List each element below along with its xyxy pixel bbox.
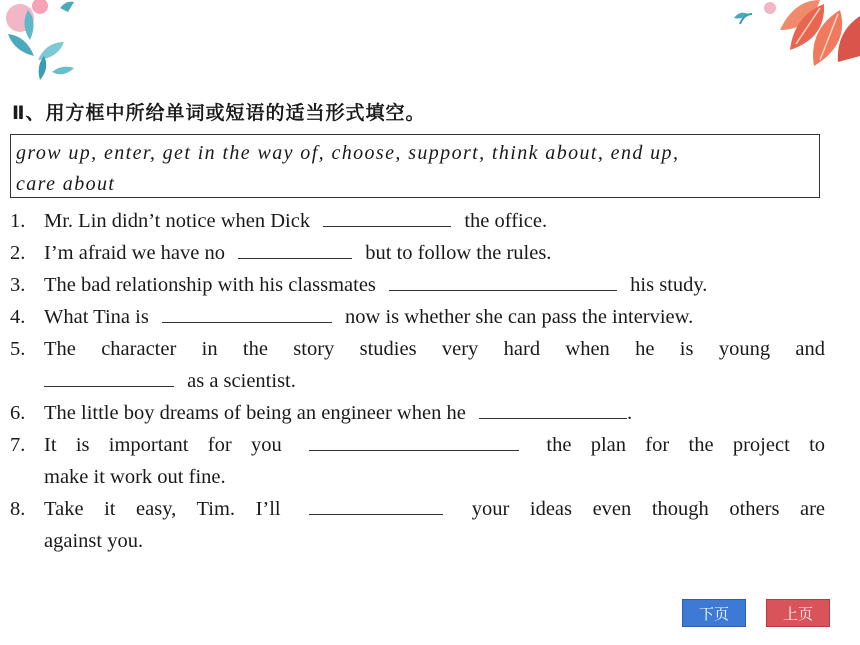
question-4 (10, 301, 825, 333)
question-text-line-2: against you. (44, 530, 144, 552)
question-text-before: Mr. Lin didn’t notice when Dick (44, 210, 311, 232)
question-3 (10, 269, 825, 301)
question-text-line-2: make it work out fine. (44, 466, 226, 488)
section-heading: Ⅱ、用方框中所给单词或短语的适当形式填空。 (12, 102, 426, 124)
question-text-after: as a scientist. (187, 370, 296, 392)
question-text-after: his study. (630, 274, 708, 296)
question-number: 4. (10, 306, 26, 328)
question-7 (10, 429, 825, 461)
question-number: 8. (10, 498, 26, 520)
answer-blank[interactable] (162, 304, 332, 323)
question-text-before: What Tina is (44, 306, 149, 328)
question-text-before: Take it easy, Tim. I’ll (44, 498, 281, 520)
question-7-continuation (10, 461, 825, 493)
question-6 (10, 397, 825, 429)
question-text-after: the plan for the project to (546, 434, 826, 456)
question-text-before: It is important for you (44, 434, 282, 456)
previous-page-button[interactable]: 上页 (766, 599, 830, 627)
floral-corner-decoration-left (0, 0, 90, 90)
word-bank-line-2: care about (16, 173, 116, 195)
question-text-after: now is whether she can pass the interview. (345, 306, 694, 328)
answer-blank[interactable] (323, 208, 451, 227)
floral-corner-decoration-right (730, 0, 860, 70)
word-bank-line-1: grow up, enter, get in the way of, choose, support, think about, end up, (16, 142, 680, 164)
answer-blank[interactable] (44, 368, 174, 387)
question-8-continuation (10, 525, 825, 557)
question-text-after: your ideas even though others are (471, 498, 826, 520)
question-2 (10, 237, 825, 269)
question-text-before: The bad relationship with his classmates (44, 274, 376, 296)
question-number: 2. (10, 242, 26, 264)
question-number: 1. (10, 210, 26, 232)
question-8 (10, 493, 825, 525)
question-number: 7. (10, 434, 26, 456)
question-text-before: The little boy dreams of being an engineer when he (44, 402, 466, 424)
question-text-after: . (626, 402, 633, 424)
question-5-continuation (10, 365, 825, 397)
answer-blank[interactable] (479, 400, 627, 419)
question-number: 6. (10, 402, 26, 424)
question-text-after: the office. (464, 210, 548, 232)
question-text-after: but to follow the rules. (365, 242, 552, 264)
question-number: 5. (10, 338, 26, 360)
question-text-line-1: The character in the story studies very hard when he is young and (44, 338, 825, 360)
answer-blank[interactable] (309, 432, 519, 451)
question-1 (10, 205, 825, 237)
question-number: 3. (10, 274, 26, 296)
question-5 (10, 333, 825, 365)
next-page-button[interactable]: 下页 (682, 599, 746, 627)
word-bank-box (10, 134, 820, 198)
question-text-before: I’m afraid we have no (44, 242, 225, 264)
answer-blank[interactable] (389, 272, 617, 291)
answer-blank[interactable] (309, 496, 443, 515)
answer-blank[interactable] (238, 240, 352, 259)
